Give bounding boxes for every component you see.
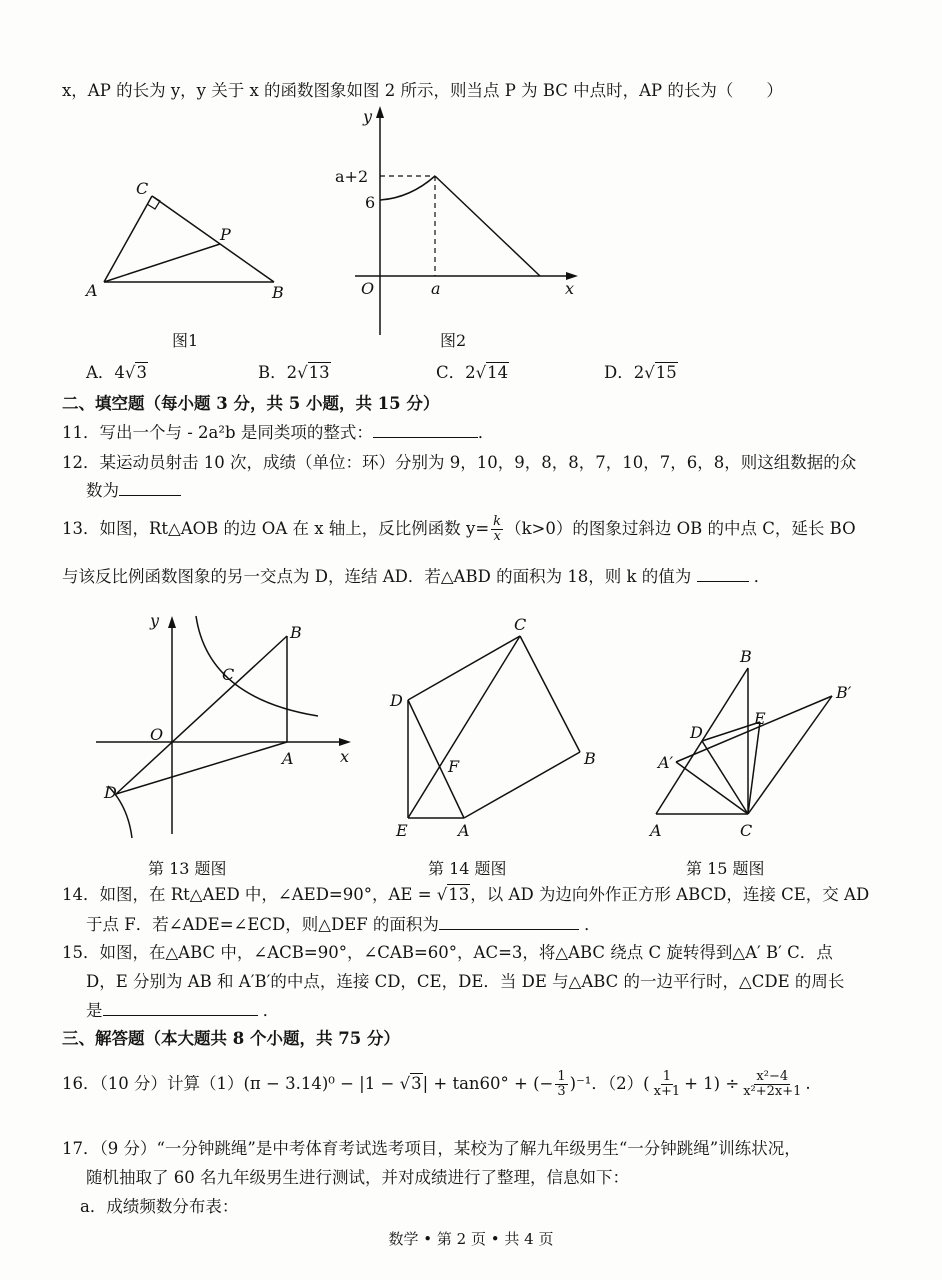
fig2-caption: 图2 — [440, 331, 467, 350]
q14-line-2 — [86, 914, 601, 936]
q17-line-1: 17．（9 分）“一分钟跳绳”是中考体育考试选考项目，某校为了解九年级男生“一分钟跳绳”训练状况， — [62, 1139, 801, 1158]
fig15-label-b-prime: B′ — [836, 683, 852, 702]
q13-frac-num: k — [493, 514, 502, 529]
q10-option-c[interactable]: C．2√14 — [436, 363, 509, 382]
q16-f1-den: 3 — [557, 1084, 566, 1099]
fig15-label-c: C — [740, 821, 753, 840]
q16-fraction-3 — [741, 1070, 803, 1099]
q13-answer-blank[interactable] — [697, 567, 749, 582]
fig13-caption: 第 13 题图 — [148, 859, 227, 878]
q12-text-2: 数为 — [86, 481, 119, 500]
q12-answer-blank[interactable] — [119, 481, 181, 496]
option-a-radicand: 3 — [136, 363, 147, 382]
q13-text-3: 与该反比例函数图象的另一交点为 D，连结 AD．若△ABD 的面积为 18，则 k 的值为 — [62, 567, 692, 586]
fig2-label-six: 6 — [365, 193, 376, 212]
fig15-label-e: E — [754, 709, 766, 728]
q16-part-c: )⁻¹．（2）( — [569, 1074, 650, 1093]
q14-radicand: 13 — [448, 885, 470, 904]
q14-end: ． — [584, 915, 601, 934]
option-b-prefix: B．2 — [258, 363, 298, 382]
fig13-label-x: x — [340, 747, 350, 766]
q12-line-2 — [86, 480, 181, 502]
fig13-label-d: D — [104, 783, 117, 802]
fig2-label-o: O — [361, 279, 375, 298]
q17-line-2: 随机抽取了 60 名九年级男生进行测试，并对成绩进行了整理，信息如下： — [86, 1168, 629, 1187]
fig15-label-a-prime: A′ — [658, 753, 674, 772]
fig1-label-a: A — [86, 281, 98, 300]
q10-option-a[interactable]: A．4√3 — [86, 363, 147, 382]
q16-radicand: 3 — [411, 1074, 422, 1093]
page-footer: 数学 • 第 2 页 • 共 4 页 — [388, 1230, 554, 1248]
fig2-label-y: y — [363, 107, 373, 126]
q15-line-3 — [86, 1000, 279, 1022]
section-3-title: 三、解答题（本大题共 8 个小题，共 75 分） — [62, 1029, 400, 1048]
fig2-label-x: x — [565, 279, 575, 298]
q16-part-a: 16．（10 分）计算（1）(π − 3.14)⁰ − |1 − — [62, 1074, 400, 1093]
q16-fraction-2 — [652, 1070, 683, 1099]
fig2-label-a2: a+2 — [335, 167, 369, 186]
figure-1 — [80, 170, 310, 310]
q14-text-3: 于点 F．若∠ADE=∠ECD，则△DEF 的面积为 — [86, 915, 439, 934]
fig13-label-b: B — [290, 623, 302, 642]
q14-line-1: 14．如图，在 Rt△AED 中，∠AED=90°，AE = √13，以 AD 为边向外作正方形 ABCD，连接 CE，交 AD — [62, 885, 870, 904]
q10-option-b[interactable]: B．2√13 — [258, 363, 330, 382]
q16-f3-den: x²+2x+1 — [743, 1084, 802, 1099]
q16-f1-num: 1 — [557, 1069, 566, 1084]
q16-part-b: | + tan60° + (− — [422, 1074, 554, 1093]
option-b-radicand: 13 — [308, 363, 330, 382]
option-d-prefix: D．2 — [604, 363, 645, 382]
q14-text-1: 14．如图，在 Rt△AED 中，∠AED=90°，AE = — [62, 885, 437, 904]
fig15-label-a: A — [650, 821, 662, 840]
option-c-radicand: 14 — [487, 363, 509, 382]
q10-option-d[interactable]: D．2√15 — [604, 363, 677, 382]
q16-f3-num: x²−4 — [756, 1069, 789, 1084]
q16-f2-num: 1 — [662, 1069, 671, 1084]
fig15-label-b: B — [740, 647, 752, 666]
q16-part-d: + 1) ÷ — [684, 1074, 740, 1093]
q10-text: x，AP 的长为 y，y 关于 x 的函数图象如图 2 所示，则当点 P 为 BC 中点时，AP 的长为（ ） — [62, 81, 783, 100]
figure-15 — [640, 638, 870, 848]
q12-line-1: 12．某运动员射击 10 次，成绩（单位：环）分别为 9，10，9，8，8，7，10，7，6，8，则这组数据的众 — [62, 453, 857, 472]
fig14-label-b: B — [584, 749, 596, 768]
q15-line-2: D，E 分别为 AB 和 A′B′的中点，连接 CD，CE，DE．当 DE 与△ABC 的一边平行时，△CDE 的周长 — [86, 972, 845, 991]
fig15-label-d: D — [690, 723, 703, 742]
section-2-title: 二、填空题（每小题 3 分，共 5 小题，共 15 分） — [62, 394, 440, 413]
option-d-radicand: 15 — [655, 363, 677, 382]
q15-end: ． — [262, 1001, 280, 1020]
q16-f2-den: x+1 — [653, 1084, 681, 1099]
q11-text: 11．写出一个与 - 2a²b 是同类项的整式： — [62, 423, 373, 442]
fig14-label-f: F — [448, 757, 460, 776]
q11-end: ． — [477, 423, 495, 442]
fig14-label-a: A — [458, 821, 470, 840]
fig13-label-y: y — [150, 611, 160, 630]
fig15-caption: 第 15 题图 — [686, 859, 765, 878]
option-a-prefix: A．4 — [86, 363, 125, 382]
fig13-label-a: A — [282, 749, 294, 768]
q16: 16．（10 分）计算（1）(π − 3.14)⁰ − |1 − √3| + tan60° + (− $\frac{1}{3}$ )⁻¹．（2）( $\frac{1}{x+1}$ + 1) ÷ $\frac{\text{x²−4}}{\text{x²+2x+1}}$ . — [62, 1069, 811, 1099]
fig1-label-c: C — [136, 179, 149, 198]
fig14-label-e: E — [396, 821, 408, 840]
fig14-label-c: C — [514, 615, 527, 634]
q13-text-1: 13．如图，Rt△AOB 的边 OA 在 x 轴上，反比例函数 y= — [62, 519, 490, 538]
q13-frac-den: x — [493, 529, 501, 544]
q15-line-1: 15．如图，在△ABC 中，∠ACB=90°，∠CAB=60°，AC=3，将△ABC 绕点 C 旋转得到△A′ B′ C．点 — [62, 943, 833, 962]
q14-answer-blank[interactable] — [439, 915, 579, 930]
figure-13 — [90, 608, 360, 848]
fig13-label-o: O — [150, 725, 164, 744]
fig14-caption: 第 14 题图 — [428, 859, 507, 878]
q13-fraction — [491, 515, 503, 544]
figure-14 — [380, 608, 610, 848]
q17-line-3: a．成绩频数分布表： — [80, 1197, 239, 1216]
q14-text-2: ，以 AD 为边向外作正方形 ABCD，连接 CE，交 AD — [470, 885, 870, 904]
fig14-label-d: D — [390, 691, 403, 710]
q15-text-3: 是 — [86, 1001, 103, 1020]
q15-answer-blank[interactable] — [103, 1001, 258, 1016]
fig1-label-b: B — [272, 283, 284, 302]
fig13-label-c: C — [222, 665, 235, 684]
q16-part-e: . — [805, 1074, 811, 1093]
q13-end: ． — [753, 567, 771, 586]
q11 — [62, 422, 494, 444]
fig2-label-a: a — [431, 279, 441, 298]
q16-fraction-1 — [555, 1070, 567, 1099]
option-c-prefix: C．2 — [436, 363, 476, 382]
q11-answer-blank[interactable] — [373, 423, 478, 438]
fig1-label-p: P — [220, 225, 231, 244]
fig1-caption: 图1 — [172, 331, 199, 350]
q13-line-2 — [62, 566, 770, 588]
figure-2 — [335, 100, 585, 340]
q13-text-2: （k>0）的图象过斜边 OB 的中点 C，延长 BO — [505, 519, 856, 538]
q13-line-1 — [62, 515, 856, 544]
